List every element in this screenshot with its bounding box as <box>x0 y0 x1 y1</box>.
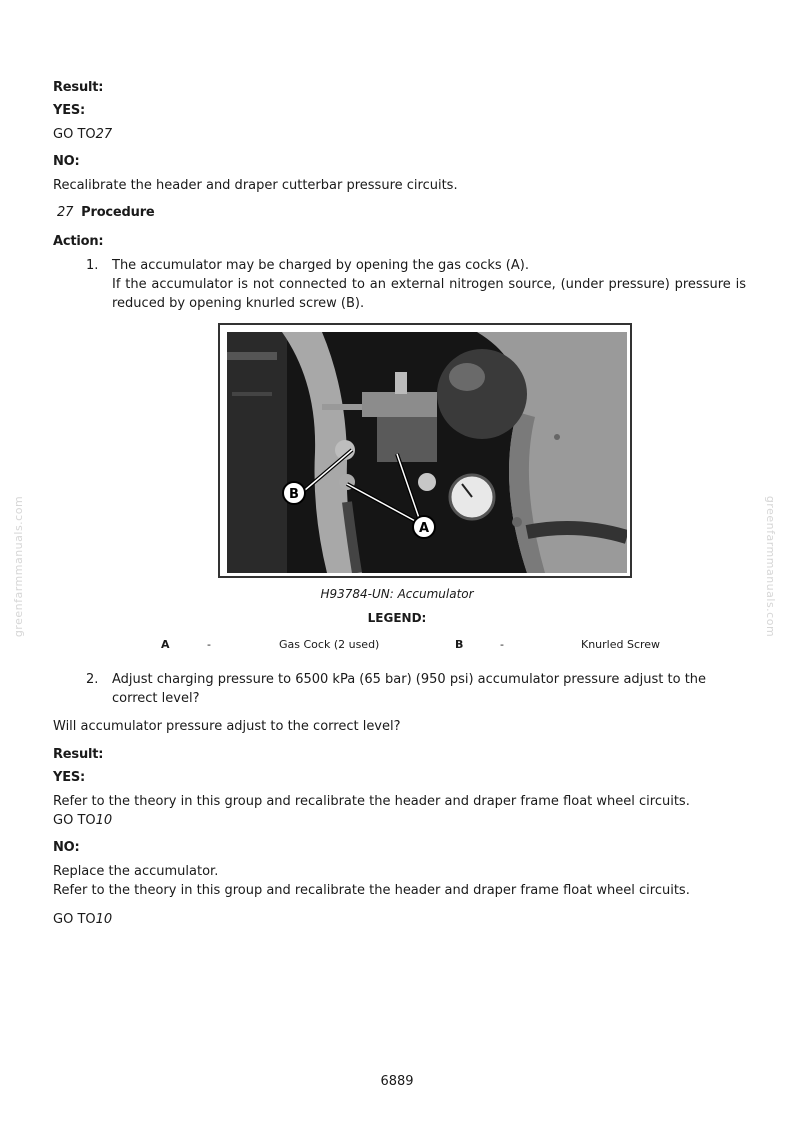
action-label: Action: <box>53 234 104 249</box>
figure-accumulator <box>218 323 632 578</box>
legend-dash-a: - <box>207 638 211 651</box>
legend-key-a: A <box>161 638 170 651</box>
step-line: Adjust charging pressure to 6500 kPa (65 bar) (950 psi) accumulator pressure adjust to the correct level? <box>112 672 707 706</box>
step-1 <box>86 256 746 313</box>
procedure-heading <box>57 205 155 220</box>
yes-label-2: YES: <box>53 770 86 785</box>
no-label: NO: <box>53 154 80 169</box>
figure-caption: H93784-UN: Accumulator <box>320 587 474 601</box>
result-label: Result: <box>53 80 104 95</box>
legend-key-b: B <box>455 638 464 651</box>
page-number: 6889 <box>380 1074 414 1089</box>
watermark-left: greenfarmmanuals.com <box>12 495 26 638</box>
procedure-title: Procedure <box>81 205 155 220</box>
procedure-number: 27 <box>57 205 74 220</box>
legend-title: LEGEND: <box>367 611 427 625</box>
step-2 <box>86 670 746 708</box>
goto-target: 27 <box>95 127 113 142</box>
goto-27-link[interactable] <box>53 125 112 144</box>
result-label-2: Result: <box>53 747 104 762</box>
yes-text-2: Refer to the theory in this group and recalibrate the header and draper frame float wheel circuits. <box>53 794 690 809</box>
step-number: 2. <box>86 672 99 687</box>
goto-prefix: GO TO <box>53 127 96 142</box>
callout-b: B <box>289 487 299 502</box>
step-line: If the accumulator is not connected to an external nitrogen source, (under pressure) pressure is reduced by opening knurled screw (B). <box>112 277 746 311</box>
legend-desc-a: Gas Cock (2 used) <box>279 638 380 651</box>
callout-a: A <box>418 521 430 536</box>
no-text-2b: Refer to the theory in this group and recalibrate the header and draper frame float wheel circuits. <box>53 883 690 898</box>
step-number: 1. <box>86 258 99 273</box>
no-text-2a: Replace the accumulator. <box>53 864 219 879</box>
no-text: Recalibrate the header and draper cutterbar pressure circuits. <box>53 178 458 193</box>
no-label-2: NO: <box>53 840 80 855</box>
question-text: Will accumulator pressure adjust to the correct level? <box>53 719 401 734</box>
accumulator-photo <box>227 332 627 573</box>
goto-10-link[interactable] <box>53 811 112 830</box>
goto-10-link-2[interactable] <box>53 910 112 929</box>
legend-dash-b: - <box>500 638 504 651</box>
goto-prefix: GO TO <box>53 813 96 828</box>
step-line: The accumulator may be charged by opening the gas cocks (A). <box>112 258 529 273</box>
goto-target: 10 <box>95 912 113 927</box>
watermark-right: greenfarmmanuals.com <box>764 495 778 638</box>
goto-target: 10 <box>95 813 113 828</box>
goto-prefix: GO TO <box>53 912 96 927</box>
yes-label: YES: <box>53 103 86 118</box>
legend-desc-b: Knurled Screw <box>581 638 661 651</box>
